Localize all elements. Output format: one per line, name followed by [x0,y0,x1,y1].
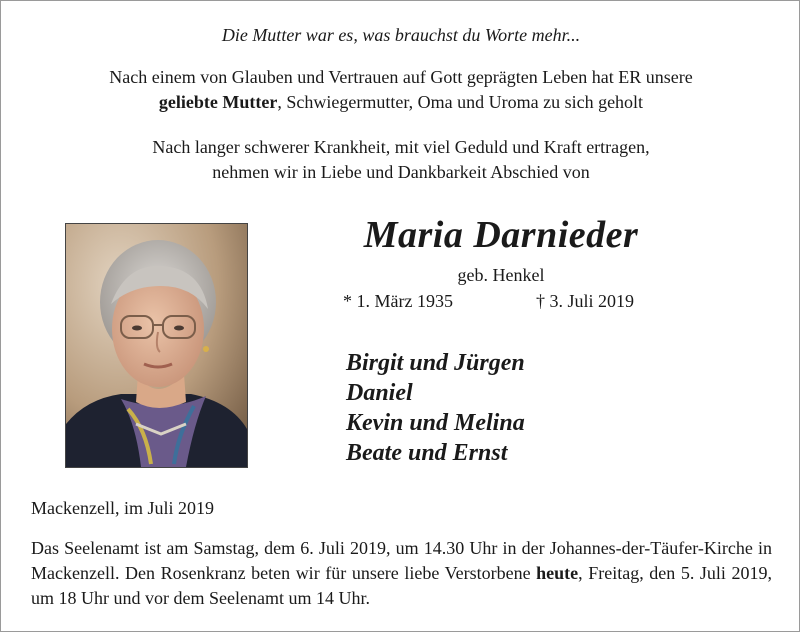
farewell-line-2: nehmen wir in Liebe und Dankbarkeit Abschied von [212,162,590,182]
family-member: Daniel [346,380,413,406]
notice-bold: heute [536,563,579,583]
farewell-line-1: Nach langer schwerer Krankheit, mit viel Geduld und Kraft ertragen, [152,137,650,157]
service-notice [31,536,772,611]
intro-line-2-rest: , Schwiegermutter, Oma und Uroma zu sich geholt [277,92,644,112]
motto: Die Mutter war es, was brauchst du Worte mehr... [221,25,581,45]
place-date: Mackenzell, im Juli 2019 [31,498,214,518]
intro-line-1: Nach einem von Glauben und Vertrauen auf Gott geprägten Leben hat ER unsere [109,67,693,87]
farewell-text [1,135,800,185]
notice-part-2: , Freitag, den 5. Juli 2019, um 18 Uhr und vor dem Seelenamt um 14 Uhr. [31,563,772,608]
portrait-photo [65,223,248,468]
maiden-name: geb. Henkel [457,265,545,285]
family-member: Beate und Ernst [346,440,508,466]
death-date: † 3. Juli 2019 [536,291,635,311]
intro-text [1,65,800,115]
family-member: Kevin und Melina [346,410,525,436]
portrait-illustration [66,224,247,467]
intro-bold: geliebte Mutter [158,92,278,112]
notice-part-1: Das Seelenamt ist am Samstag, dem 6. Juli 2019, um 14.30 Uhr in der Johannes-der-Täufer-Kirche in Mackenzell. Den Rosenkranz beten wir für unsere liebe Verstorbene [31,538,772,583]
deceased-name: Maria Darnieder [363,214,639,256]
family-member: Birgit und Jürgen [346,350,525,376]
birth-date: * 1. März 1935 [343,291,453,311]
family-list [346,348,525,468]
intro-line-2 [1,90,800,115]
